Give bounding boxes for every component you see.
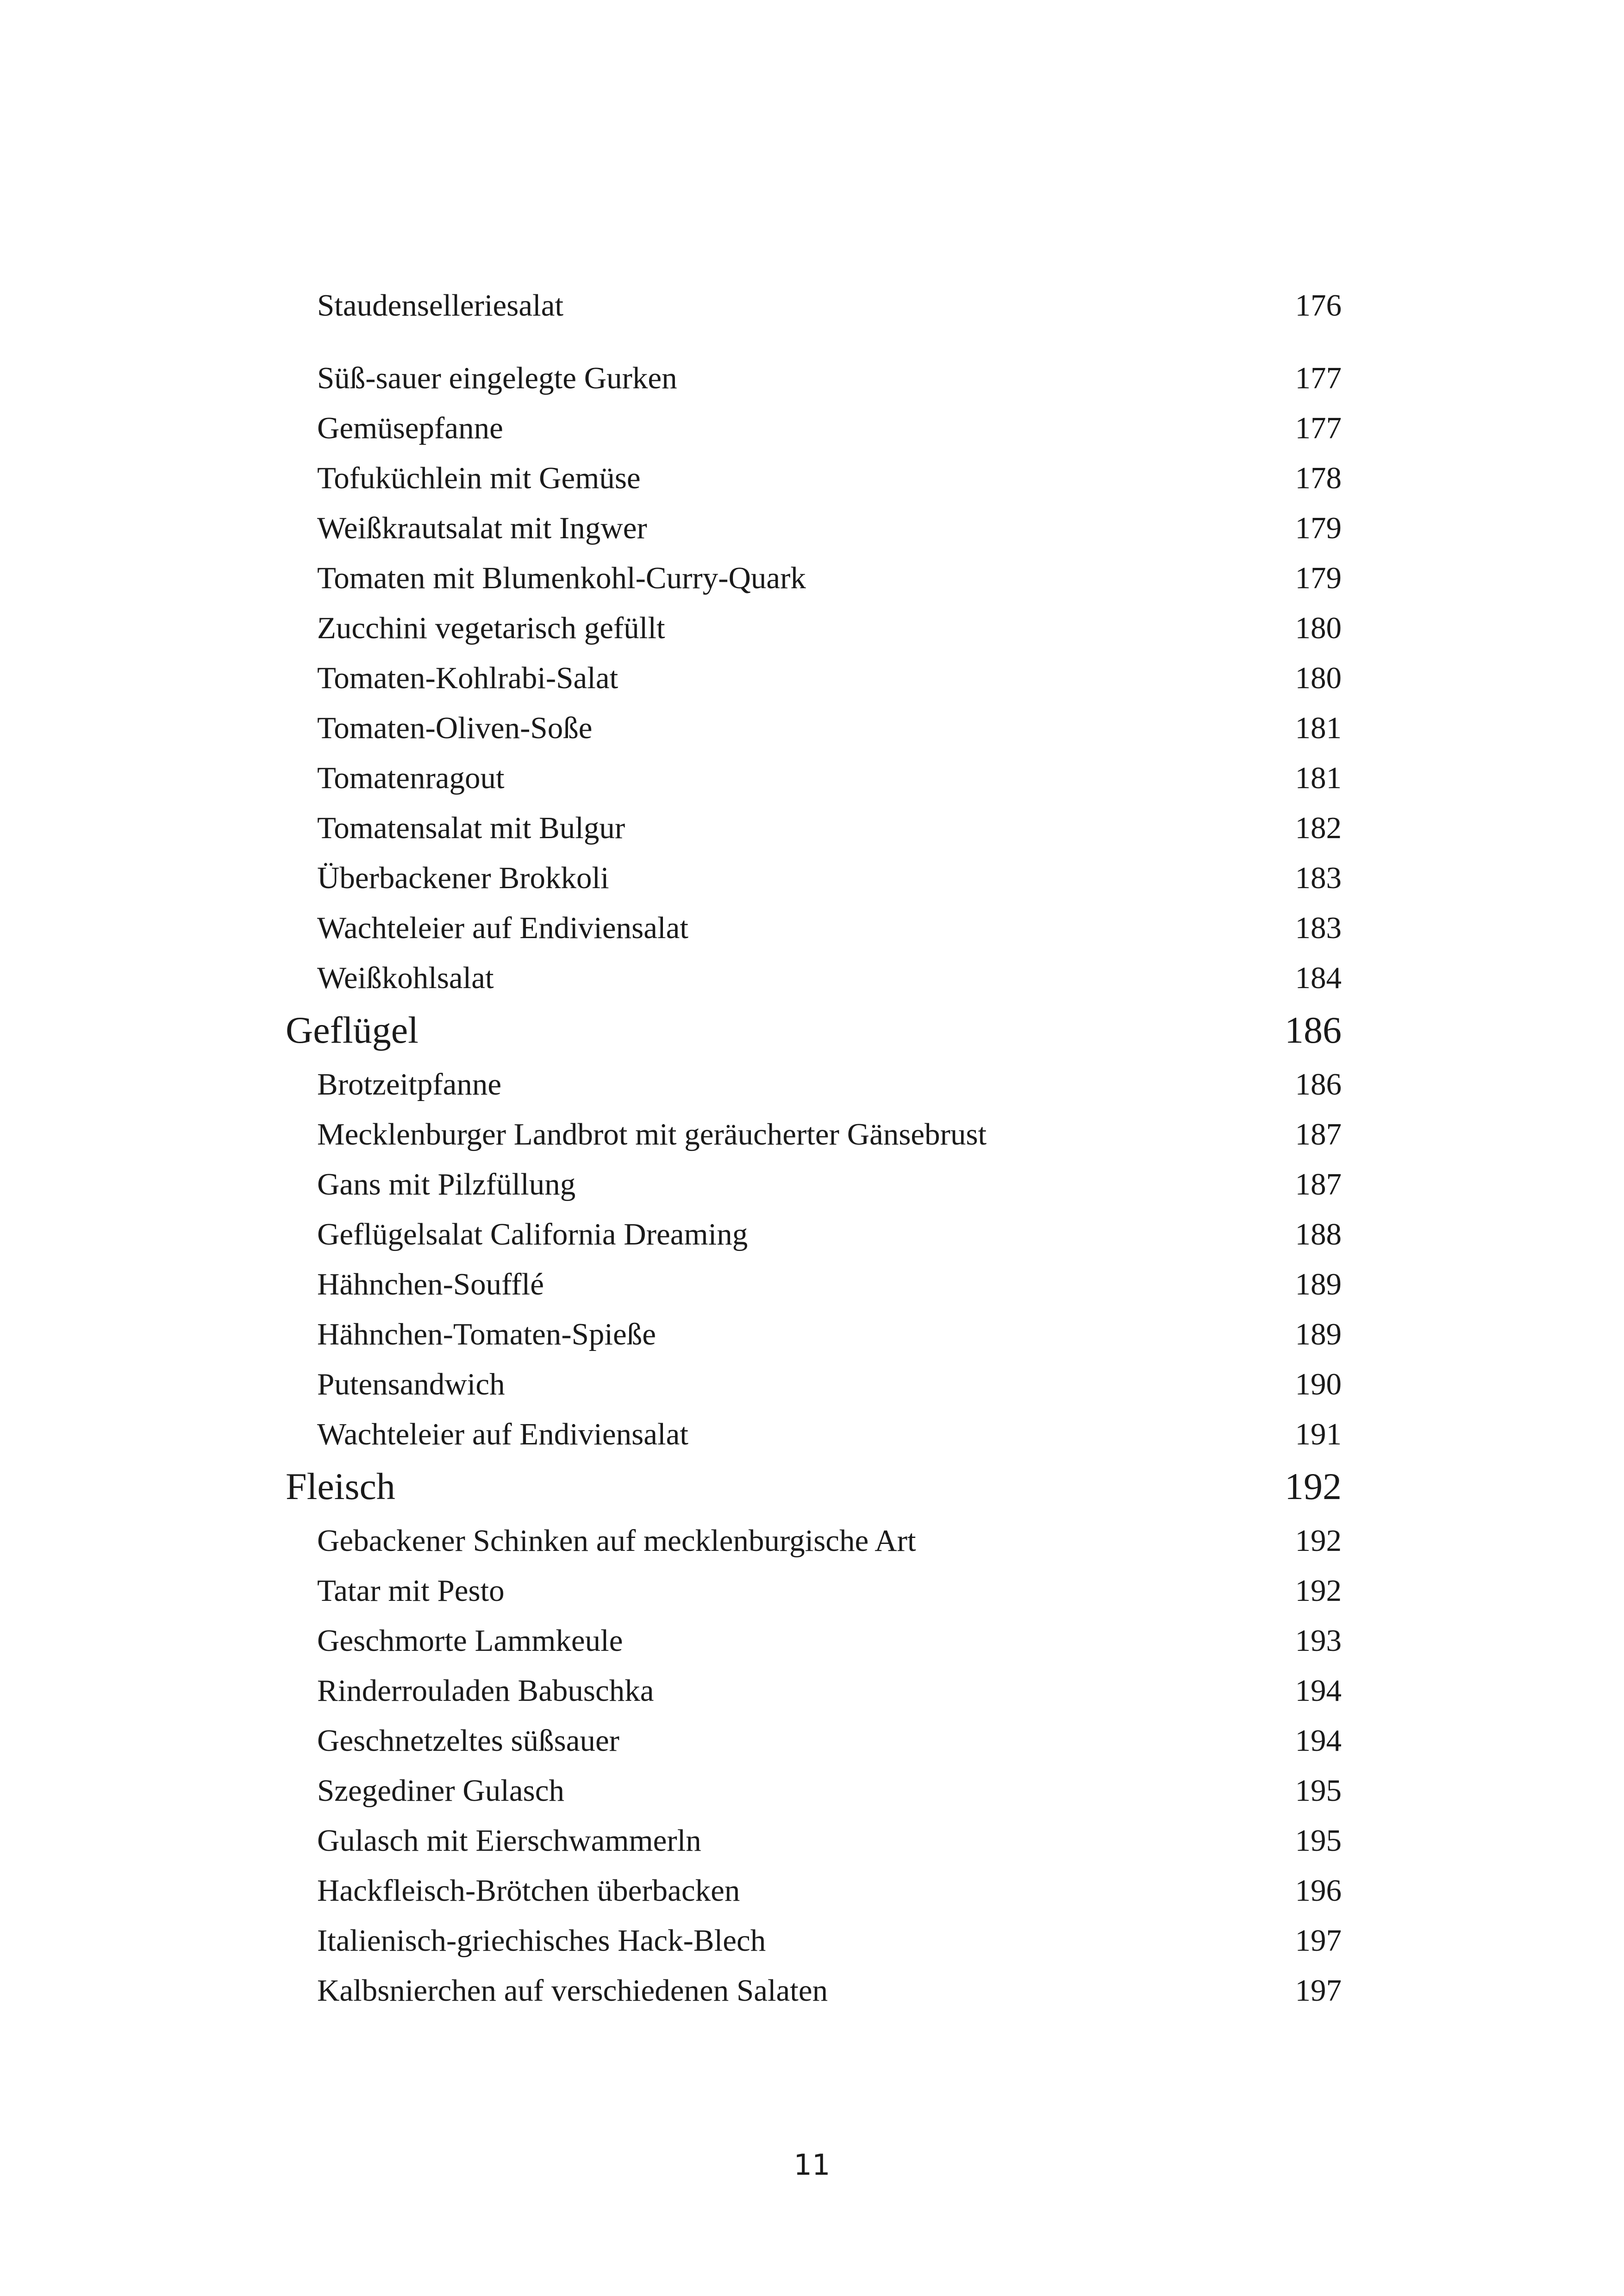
toc-entry	[0, 959, 1624, 996]
toc-entry-title: Gebackener Schinken auf mecklenburgische Art	[317, 1524, 916, 1558]
toc-entry	[0, 1922, 1624, 1959]
toc-entry-title: Staudenselleriesalat	[317, 288, 564, 323]
toc-entry-page: 192	[1295, 1524, 1342, 1558]
toc-heading-title: Geflügel	[286, 1009, 418, 1051]
toc-entry	[0, 560, 1624, 597]
toc-entry	[0, 660, 1624, 697]
toc-entry-page: 177	[1295, 411, 1342, 445]
toc-entry	[0, 610, 1624, 647]
toc-entry-page: 181	[1295, 761, 1342, 795]
toc-entry	[0, 1116, 1624, 1153]
toc-entry	[0, 809, 1624, 846]
toc-entry-title: Tomatenragout	[317, 761, 505, 795]
toc-entry	[0, 287, 1624, 324]
toc-entry	[0, 1066, 1624, 1103]
toc-entry-page: 177	[1295, 361, 1342, 395]
toc-entry-title: Italienisch-griechisches Hack-Blech	[317, 1923, 766, 1958]
toc-entry-title: Weißkrautsalat mit Ingwer	[317, 511, 647, 545]
toc-entry	[0, 1366, 1624, 1403]
toc-entry-page: 195	[1295, 1823, 1342, 1858]
page-number: 11	[793, 2148, 831, 2182]
toc-entry-page: 178	[1295, 461, 1342, 495]
toc-heading-title: Fleisch	[286, 1465, 395, 1507]
toc-entry-page: 189	[1295, 1267, 1342, 1301]
toc-entry	[0, 510, 1624, 547]
toc-entry	[0, 1822, 1624, 1859]
toc-entry-page: 187	[1295, 1167, 1342, 1201]
toc-entry-page: 180	[1295, 661, 1342, 695]
toc-entry-title: Tomaten mit Blumenkohl-Curry-Quark	[317, 561, 806, 595]
toc-entry-title: Zucchini vegetarisch gefüllt	[317, 611, 665, 645]
toc-heading-page: 192	[1285, 1465, 1342, 1507]
toc-entry-page: 194	[1295, 1674, 1342, 1708]
toc-entry	[0, 360, 1624, 397]
toc-entry-title: Geflügelsalat California Dreaming	[317, 1217, 748, 1251]
toc-entry-title: Wachteleier auf Endiviensalat	[317, 1417, 688, 1451]
toc-entry-title: Tofuküchlein mit Gemüse	[317, 461, 641, 495]
toc-entry	[0, 1772, 1624, 1809]
toc-entry	[0, 1316, 1624, 1353]
toc-entry	[0, 1722, 1624, 1759]
toc-entry-title: Brotzeitpfanne	[317, 1067, 502, 1101]
toc-entry-page: 188	[1295, 1217, 1342, 1251]
toc-heading-page: 186	[1285, 1009, 1342, 1051]
toc-entry-title: Tomatensalat mit Bulgur	[317, 811, 625, 845]
toc-entry-title: Putensandwich	[317, 1367, 505, 1401]
toc-entry-title: Gemüsepfanne	[317, 411, 503, 445]
toc-entry-title: Gulasch mit Eierschwammerln	[317, 1823, 701, 1858]
toc-entry	[0, 1622, 1624, 1659]
toc-entry-title: Gans mit Pilzfüllung	[317, 1167, 576, 1201]
toc-entry-page: 183	[1295, 911, 1342, 945]
toc-entry	[0, 709, 1624, 747]
toc-entry-page: 179	[1295, 511, 1342, 545]
toc-entry-page: 191	[1295, 1417, 1342, 1451]
toc-entry	[0, 1166, 1624, 1203]
toc-entry-title: Tomaten-Kohlrabi-Salat	[317, 661, 618, 695]
toc-entry-page: 186	[1295, 1067, 1342, 1101]
toc-entry-page: 193	[1295, 1624, 1342, 1658]
toc-entry	[0, 909, 1624, 946]
toc-entry-title: Hähnchen-Tomaten-Spieße	[317, 1317, 656, 1351]
toc-entry-page: 196	[1295, 1873, 1342, 1908]
toc-entry	[0, 1266, 1624, 1303]
toc-entry	[0, 859, 1624, 896]
toc-entry-title: Hähnchen-Soufflé	[317, 1267, 544, 1301]
toc-entry-title: Kalbsnierchen auf verschiedenen Salaten	[317, 1973, 828, 2008]
toc-entry-title: Überbackener Brokkoli	[317, 861, 609, 895]
toc-entry-page: 194	[1295, 1724, 1342, 1758]
toc-entry-page: 179	[1295, 561, 1342, 595]
toc-entry	[0, 1216, 1624, 1253]
toc-entry-page: 195	[1295, 1773, 1342, 1808]
toc-entry-title: Geschmorte Lammkeule	[317, 1624, 623, 1658]
toc-entry-title: Weißkohlsalat	[317, 961, 494, 995]
toc-entry-page: 190	[1295, 1367, 1342, 1401]
toc-entry-title: Tomaten-Oliven-Soße	[317, 711, 593, 745]
toc-entry-title: Tatar mit Pesto	[317, 1574, 505, 1608]
toc-entry-page: 187	[1295, 1117, 1342, 1151]
toc-entry-title: Szegediner Gulasch	[317, 1773, 564, 1808]
toc-entry-page: 189	[1295, 1317, 1342, 1351]
toc-entry-page: 197	[1295, 1923, 1342, 1958]
toc-entry-page: 197	[1295, 1973, 1342, 2008]
toc-entry-title: Geschnetzeltes süßsauer	[317, 1724, 619, 1758]
toc-entry-page: 182	[1295, 811, 1342, 845]
toc-entry-page: 183	[1295, 861, 1342, 895]
toc-entry-title: Mecklenburger Landbrot mit geräucherter Gänsebrust	[317, 1117, 987, 1151]
toc-entry	[0, 460, 1624, 497]
toc-section-heading	[0, 1465, 1624, 1507]
toc-entry	[0, 1572, 1624, 1609]
toc-entry-page: 192	[1295, 1574, 1342, 1608]
toc-entry-page: 180	[1295, 611, 1342, 645]
toc-entry	[0, 1872, 1624, 1909]
toc-entry-page: 181	[1295, 711, 1342, 745]
toc-entry	[0, 1672, 1624, 1709]
toc-entry-page: 176	[1295, 288, 1342, 323]
toc-entry-title: Hackfleisch-Brötchen überbacken	[317, 1873, 740, 1908]
toc-entry	[0, 1522, 1624, 1559]
toc-entry-title: Rinderrouladen Babuschka	[317, 1674, 654, 1708]
toc-entry	[0, 410, 1624, 447]
toc-entry-page: 184	[1295, 961, 1342, 995]
toc-entry	[0, 759, 1624, 796]
toc-entry-title: Wachteleier auf Endiviensalat	[317, 911, 688, 945]
toc-entry-title: Süß-sauer eingelegte Gurken	[317, 361, 677, 395]
toc-entry	[0, 1972, 1624, 2009]
toc-section-heading	[0, 1009, 1624, 1051]
toc-entry	[0, 1416, 1624, 1453]
